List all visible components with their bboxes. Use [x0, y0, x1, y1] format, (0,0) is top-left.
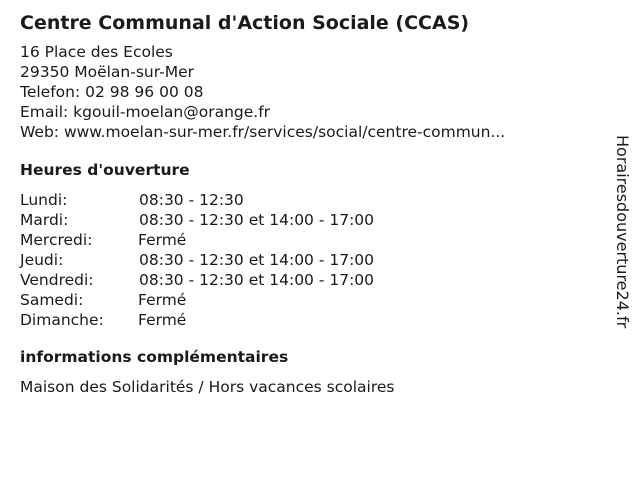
hours-day: Mardi: — [20, 211, 69, 229]
ccas-info-card — [20, 10, 600, 397]
hours-row-mercredi — [20, 230, 600, 250]
additional-info-heading: informations complémentaires — [20, 348, 289, 366]
page-title: Centre Communal d'Action Sociale (CCAS) — [20, 12, 470, 34]
hours-row-samedi — [20, 290, 600, 310]
hours-row-mardi — [20, 210, 600, 230]
hours-time: 08:30 - 12:30 et 14:00 - 17:00 — [139, 211, 375, 229]
hours-day: Jeudi: — [20, 251, 64, 269]
hours-day: Vendredi: — [20, 271, 94, 289]
hours-time: 08:30 - 12:30 et 14:00 - 17:00 — [139, 271, 375, 289]
hours-day: Samedi: — [20, 291, 84, 309]
hours-row-vendredi — [20, 270, 600, 290]
hours-time: 08:30 - 12:30 et 14:00 - 17:00 — [139, 251, 375, 269]
opening-hours-heading: Heures d'ouverture — [20, 161, 190, 179]
hours-row-lundi — [20, 190, 600, 210]
additional-info-text: Maison des Solidarités / Hors vacances scolaires — [20, 378, 395, 396]
hours-time: 08:30 - 12:30 — [139, 191, 244, 209]
hours-row-dimanche — [20, 310, 600, 330]
phone-line[interactable]: Telefon: 02 98 96 00 08 — [20, 83, 204, 101]
hours-row-jeudi — [20, 250, 600, 270]
hours-day: Mercredi: — [20, 231, 93, 249]
hours-time: Fermé — [138, 291, 187, 309]
site-watermark: Horairesdouverture24.fr — [613, 135, 632, 329]
hours-day: Lundi: — [20, 191, 68, 209]
address-street: 16 Place des Ecoles — [20, 43, 173, 61]
hours-time: Fermé — [138, 231, 187, 249]
web-line[interactable]: Web: www.moelan-sur-mer.fr/services/social/centre-commun... — [20, 123, 506, 141]
hours-time: Fermé — [138, 311, 187, 329]
opening-hours-list — [20, 190, 600, 330]
email-line[interactable]: Email: kgouil-moelan@orange.fr — [20, 103, 271, 121]
hours-day: Dimanche: — [20, 311, 104, 329]
address-city: 29350 Moëlan-sur-Mer — [20, 63, 195, 81]
